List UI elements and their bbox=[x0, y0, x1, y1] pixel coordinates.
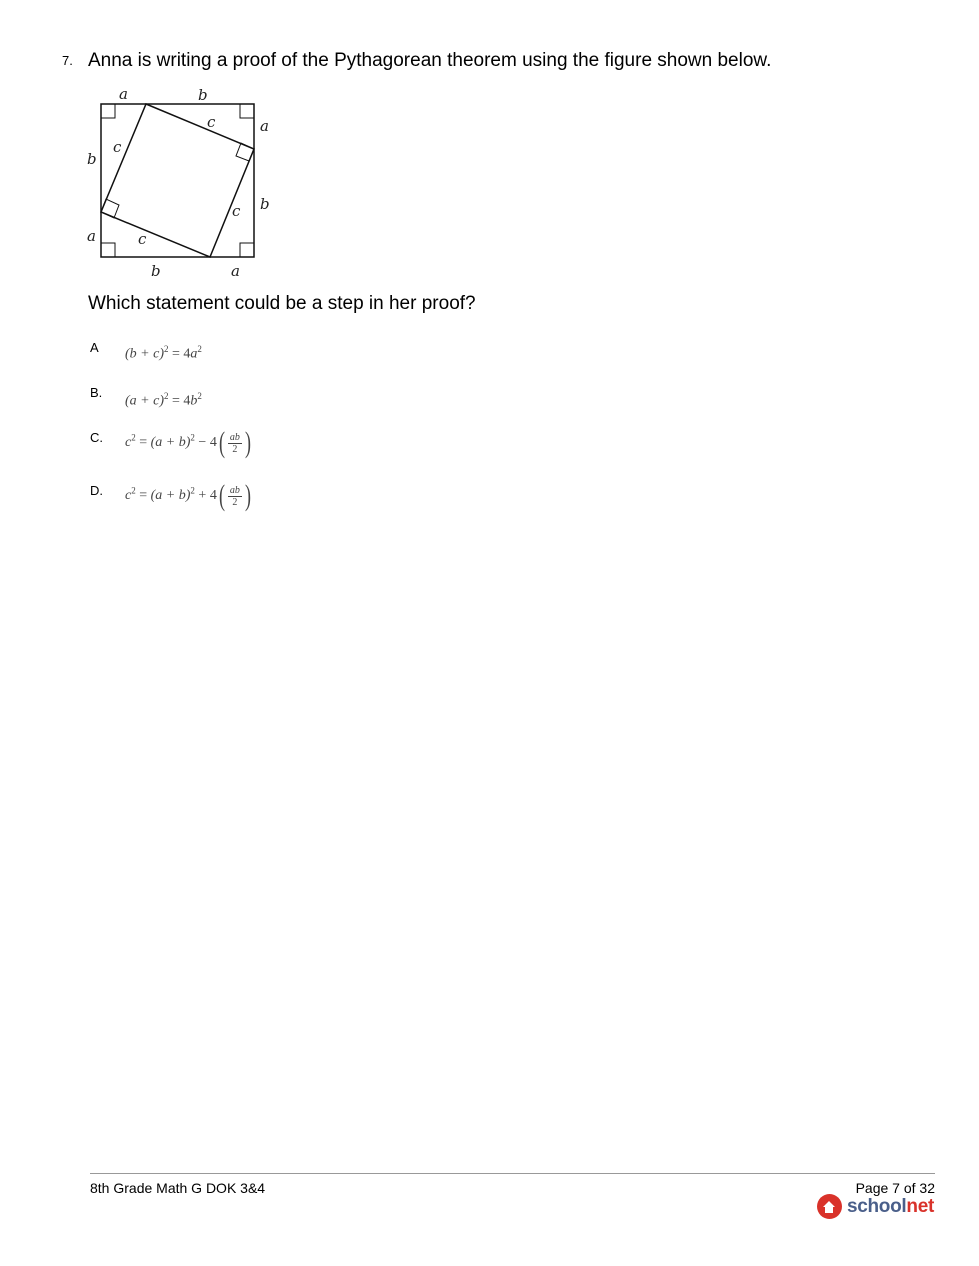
label-left-a: a bbox=[87, 227, 96, 245]
label-left-b: b bbox=[87, 150, 97, 168]
right-angle-mark-bottom-right bbox=[240, 243, 254, 257]
label-hyp-bottom: c bbox=[138, 230, 147, 248]
question-stem: Anna is writing a proof of the Pythagorean theorem using the figure shown below. bbox=[88, 50, 772, 71]
label-bottom-a: a bbox=[231, 262, 240, 280]
outer-square bbox=[101, 104, 254, 257]
label-right-b: b bbox=[260, 195, 270, 213]
footer-page-number: Page 7 of 32 bbox=[855, 1180, 935, 1196]
label-top-a: a bbox=[119, 85, 128, 103]
right-angle-mark-top-left bbox=[101, 104, 115, 118]
footer-divider bbox=[90, 1173, 935, 1174]
inner-square bbox=[101, 104, 254, 257]
fraction: $\frac{ab}{2}$ bbox=[229, 484, 240, 508]
label-right-a: a bbox=[260, 117, 269, 135]
option-d-expression[interactable]: $c^2 = (a + b)^2 + 4$( $\frac{ab}{2}$ ) bbox=[125, 479, 251, 512]
option-c-expression[interactable]: $c^2 = (a + b)^2 - 4$( $\frac{ab}{2}$ ) bbox=[125, 426, 251, 459]
option-c-letter[interactable]: C. bbox=[90, 430, 103, 445]
question-prompt: Which statement could be a step in her proof? bbox=[88, 293, 476, 314]
option-b-expression[interactable]: $(a + c)^2 = 4b^2$ bbox=[125, 391, 202, 409]
label-hyp-left: c bbox=[113, 138, 122, 156]
option-b-letter[interactable]: B. bbox=[90, 385, 103, 400]
question-number: 7. bbox=[62, 53, 73, 68]
option-a-letter[interactable]: A bbox=[90, 340, 99, 355]
fraction: $\frac{ab}{2}$ bbox=[229, 431, 240, 455]
label-hyp-top: c bbox=[207, 113, 216, 131]
right-angle-mark-top-right bbox=[240, 104, 254, 118]
label-bottom-b: b bbox=[151, 262, 161, 280]
pythagorean-figure bbox=[80, 82, 280, 282]
label-top-b: b bbox=[198, 86, 208, 104]
label-hyp-right: c bbox=[232, 202, 241, 220]
schoolnet-logo: schoolnet bbox=[817, 1194, 934, 1219]
house-icon bbox=[817, 1194, 842, 1219]
footer-title: 8th Grade Math G DOK 3&4 bbox=[90, 1180, 266, 1196]
right-angle-mark-bottom-left bbox=[101, 243, 115, 257]
option-a-expression[interactable]: $(b + c)^2 = 4a^2$ bbox=[125, 344, 202, 362]
option-d-letter[interactable]: D. bbox=[90, 483, 103, 498]
